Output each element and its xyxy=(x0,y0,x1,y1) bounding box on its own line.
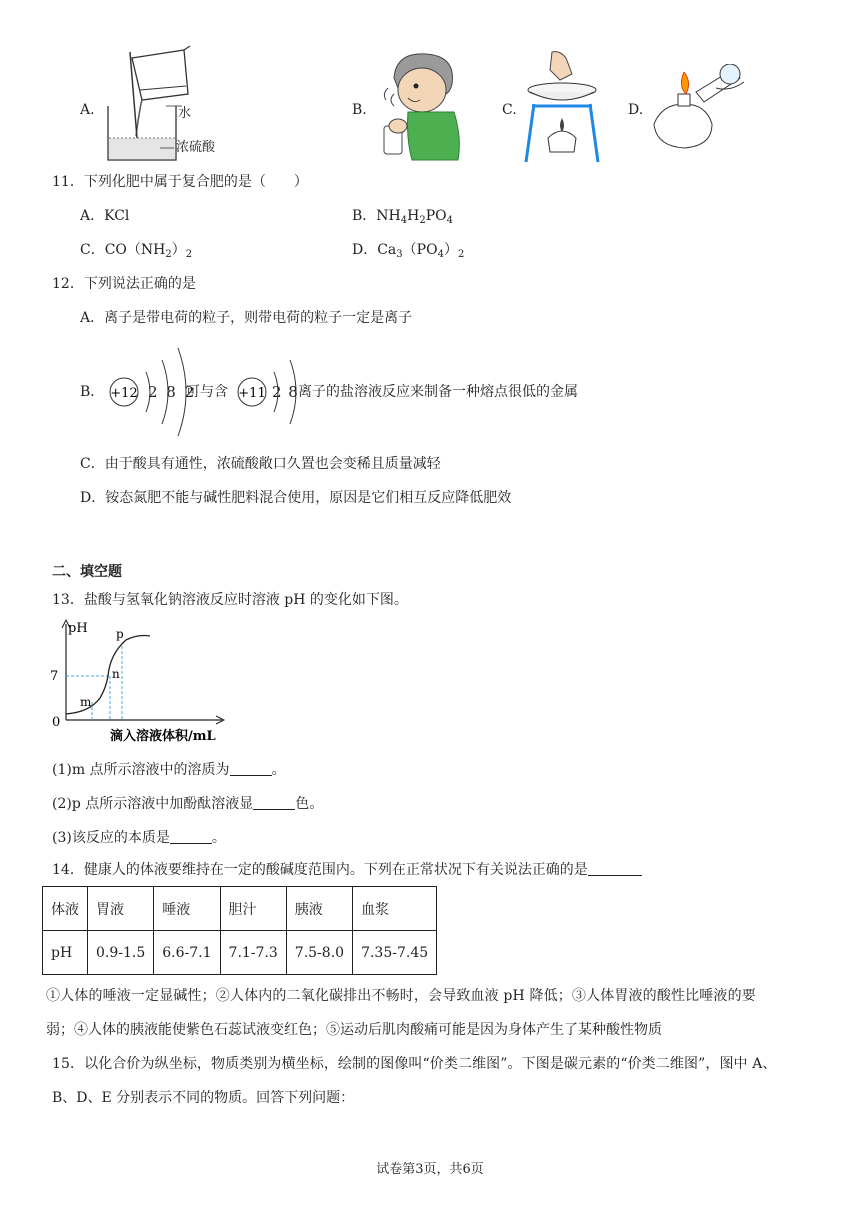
q12-option-c[interactable]: C．由于酸具有通性，浓硫酸敞口久置也会变稀且质量减轻 xyxy=(80,456,441,472)
table-cell: 血浆 xyxy=(353,887,437,931)
section-heading: 二、填空题 xyxy=(52,564,122,580)
q10-option-a-label: A. xyxy=(80,102,95,118)
table-cell: 0.9-1.5 xyxy=(88,931,154,975)
boy-smelling-illustration xyxy=(372,48,468,164)
q11-stem: 11．下列化肥中属于复合肥的是（ ） xyxy=(52,174,308,190)
q14-statements-line2: 弱；④人体的胰液能使紫色石蕊试液变红色；⑤运动后肌肉酸痛可能是因为身体产生了某种酸性物质 xyxy=(46,1022,662,1038)
table-cell: 胆汁 xyxy=(220,887,286,931)
x-axis-label: 滴入溶液体积/mL xyxy=(110,729,216,744)
answer-blank-1[interactable] xyxy=(230,761,272,776)
answer-blank-2[interactable] xyxy=(253,795,295,810)
table-cell: 7.5-8.0 xyxy=(286,931,352,975)
q11-option-c[interactable]: C．$CO(NH_2)_2$ xyxy=(80,242,193,260)
acid-label: 浓硫酸 xyxy=(176,140,216,155)
table-row xyxy=(43,931,437,975)
svg-text:+11: +11 xyxy=(238,386,266,401)
table-row xyxy=(43,887,437,931)
point-label-p: p xyxy=(116,627,124,641)
point-label-n: n xyxy=(112,667,120,681)
y-axis-label: pH xyxy=(68,621,88,636)
evaporation-illustration xyxy=(520,48,602,164)
table-cell: 体液 xyxy=(43,887,88,931)
q10-option-c-label: C. xyxy=(502,102,517,118)
q15-stem-line2: B、D、E 分别表示不同的物质。回答下列问题： xyxy=(52,1090,355,1106)
q15-stem-line1: 15．以化合价为纵坐标，物质类别为横坐标，绘制的图像叫“价类二维图”。下图是碳元素的“价类二维图”，图中 A、 xyxy=(52,1056,777,1072)
tick-label-0: 0 xyxy=(52,715,61,730)
q13-sub1: (1)m 点所示溶液中的溶质为 。 xyxy=(52,762,286,778)
answer-blank-4[interactable] xyxy=(588,861,642,876)
table-cell: 7.35-7.45 xyxy=(353,931,437,975)
q10-option-b-label: B. xyxy=(352,102,367,118)
q12-option-a[interactable]: A．离子是带电荷的粒子，则带电荷的粒子一定是离子 xyxy=(80,310,413,326)
q12-option-b-label[interactable]: B． xyxy=(80,384,105,400)
atom2-shells: 2 8 xyxy=(272,383,298,401)
q12-stem: 12．下列说法正确的是 xyxy=(52,276,196,292)
q12-option-d[interactable]: D．铵态氮肥不能与碱性肥料混合使用，原因是它们相互反应降低肥效 xyxy=(80,490,512,506)
answer-blank-3[interactable] xyxy=(170,829,212,844)
table-cell: 7.1-7.3 xyxy=(220,931,286,975)
q14-statements-line1: ①人体的唾液一定显碱性；②人体内的二氧化碳排出不畅时，会导致血液 pH 降低；③人体胃液的酸性比唾液的要 xyxy=(46,988,756,1004)
atom1-shells: 2 8 2 xyxy=(148,383,195,401)
q12-option-b-text: 离子的盐溶液反应来制备一种熔点很低的金属 xyxy=(298,384,578,400)
svg-text:+12: +12 xyxy=(110,386,138,401)
q10-option-d-label: D. xyxy=(628,102,644,118)
ph-curve xyxy=(66,636,150,715)
q11-option-a[interactable]: A．KCl xyxy=(80,208,130,224)
q13-sub2: (2)p 点所示溶液中加酚酞溶液显 色。 xyxy=(52,796,324,812)
page-footer: 试卷第3页，共6页 xyxy=(376,1162,484,1177)
q11-option-b[interactable]: B．$NH_4H_2PO_4$ xyxy=(352,208,453,226)
table-cell: pH xyxy=(43,931,88,975)
q13-sub3: (3)该反应的本质是 。 xyxy=(52,830,226,846)
water-label: 水 xyxy=(178,106,192,121)
q11-option-d[interactable]: D．$Ca_3(PO_4)_2$ xyxy=(352,242,465,260)
table-cell: 唾液 xyxy=(154,887,220,931)
alcohol-lamp-heating-illustration xyxy=(650,64,750,152)
table-cell: 胃液 xyxy=(88,887,154,931)
table-cell: 6.6-7.1 xyxy=(154,931,220,975)
q14-stem: 14．健康人的体液要维持在一定的酸碱度范围内。下列在正常状况下有关说法正确的是 xyxy=(52,860,642,880)
body-fluid-ph-table xyxy=(42,886,437,975)
q12-option-b-mid: 可与含 xyxy=(186,384,228,400)
table-cell: 胰液 xyxy=(286,887,352,931)
q13-stem: 13．盐酸与氢氧化钠溶液反应时溶液 pH 的变化如下图。 xyxy=(52,592,408,608)
ph-change-chart xyxy=(46,618,236,748)
point-label-m: m xyxy=(80,695,92,709)
tick-label-7: 7 xyxy=(50,669,59,684)
